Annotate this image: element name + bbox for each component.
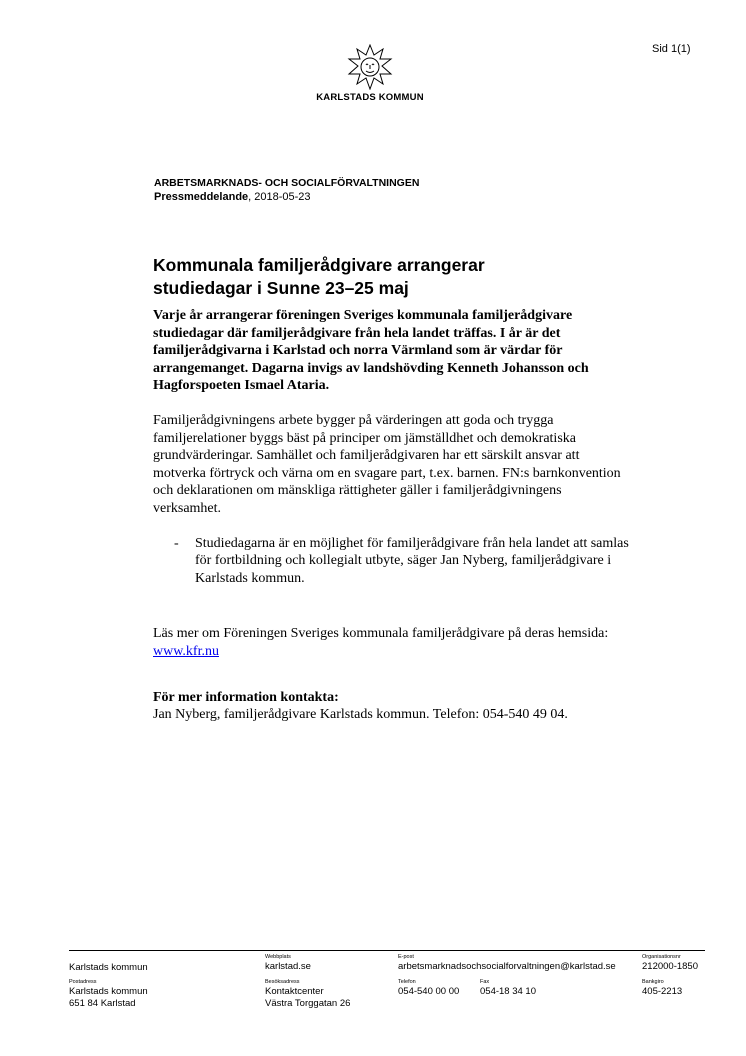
footer-web (265, 954, 311, 973)
footer-fax-value: 054-18 34 10 (480, 986, 536, 997)
footer-phone (398, 979, 459, 998)
footer-org-name: Karlstads kommun (69, 962, 148, 973)
contact-block (153, 689, 633, 724)
footer-visit-line1: Kontaktcenter (265, 986, 324, 997)
body-paragraph: Familjerådgivningens arbete bygger på värderingen att goda och trygga familjerelationer byggs bäst på principer om jämställdhet och demokratiska grundvärderingar. Samhället och familjerådgivaren har ett särskilt ansvar att motverka förtryck och värna om en svagare part, t.ex. barnen. FN:s barnkonvention och deklarationen om mänskliga rättigheter gäller i familjerådgivningens verksamhet. (153, 412, 621, 516)
quote-item (153, 535, 633, 588)
footer-post-line1: Karlstads kommun (69, 986, 148, 997)
title-line-2: studiedagar i Sunne 23–25 maj (153, 278, 409, 298)
read-more-paragraph (153, 625, 633, 660)
footer-post-line2: 651 84 Karlstad (69, 997, 136, 1009)
title-line-1: Kommunala familjerådgivare arrangerar (153, 255, 485, 275)
read-more-text: Läs mer om Föreningen Sveriges kommunala familjerådgivare på deras hemsida: (153, 626, 609, 642)
doc-date: , 2018-05-23 (248, 191, 311, 203)
contact-heading: För mer information kontakta: (153, 689, 339, 705)
footer-visit (265, 979, 350, 1009)
footer-post-label: Postadress (69, 979, 97, 985)
footer-email-label: E-post (398, 954, 414, 960)
contact-text: Jan Nyberg, familjerådgivare Karlstads kommun. Telefon: 054-540 49 04. (153, 707, 568, 723)
page-number: Sid 1(1) (652, 43, 691, 55)
footer-bankgiro-value: 405-2213 (642, 986, 683, 997)
footer-fax (480, 979, 536, 998)
doc-type-date (154, 190, 419, 204)
footer-web-value: karlstad.se (265, 961, 311, 972)
sun-icon (347, 44, 393, 90)
press-title (153, 254, 613, 300)
footer-email-value: arbetsmarknadsochsocialforvaltningen@karlstad.se (398, 961, 616, 972)
article-body (153, 307, 633, 724)
footer-orgnr (642, 954, 698, 973)
footer-divider (69, 950, 705, 951)
footer-post (69, 979, 148, 1009)
footer-org (69, 962, 148, 974)
footer-phone-label: Telefon (398, 979, 416, 985)
footer-visit-label: Besöksadress (265, 979, 300, 985)
doc-type: Pressmeddelande (154, 191, 249, 203)
quote-text: Studiedagarna är en möjlighet för familjerådgivare från hela landet att samlas för fortbildning och kollegialt utbyte, säger Jan Nyberg, familjerådgivare i Karlstads kommun. (195, 535, 629, 586)
footer-visit-line2: Västra Torggatan 26 (265, 997, 351, 1009)
kfr-link[interactable]: www.kfr.nu (153, 643, 219, 659)
footer-orgnr-label: Organisationsnr (642, 954, 681, 960)
logo-text: KARLSTADS KOMMUN (316, 92, 424, 103)
footer-bankgiro (642, 979, 682, 998)
document-header (154, 176, 419, 204)
footer-bankgiro-label: Bankgiro (642, 979, 664, 985)
lead-paragraph: Varje år arrangerar föreningen Sveriges kommunala familjerådgivare studiedagar där familjerådgivare från hela landet träffas. I år är det familjerådgivarna i Karlstad och norra Värmland som är värdar för arrangemanget. Dagarna invigs av landshövding Kenneth Johansson och Hagforspoeten Ismael Ataria. (153, 308, 589, 394)
karlstad-logo (300, 44, 440, 103)
footer-email (398, 954, 616, 973)
footer-orgnr-value: 212000-1850 (642, 961, 698, 972)
footer-web-label: Webbplats (265, 954, 291, 960)
footer-fax-label: Fax (480, 979, 490, 985)
footer-phone-value: 054-540 00 00 (398, 986, 460, 997)
list-dash: - (174, 535, 179, 551)
department-name: ARBETSMARKNADS- OCH SOCIALFÖRVALTNINGEN (154, 177, 420, 189)
